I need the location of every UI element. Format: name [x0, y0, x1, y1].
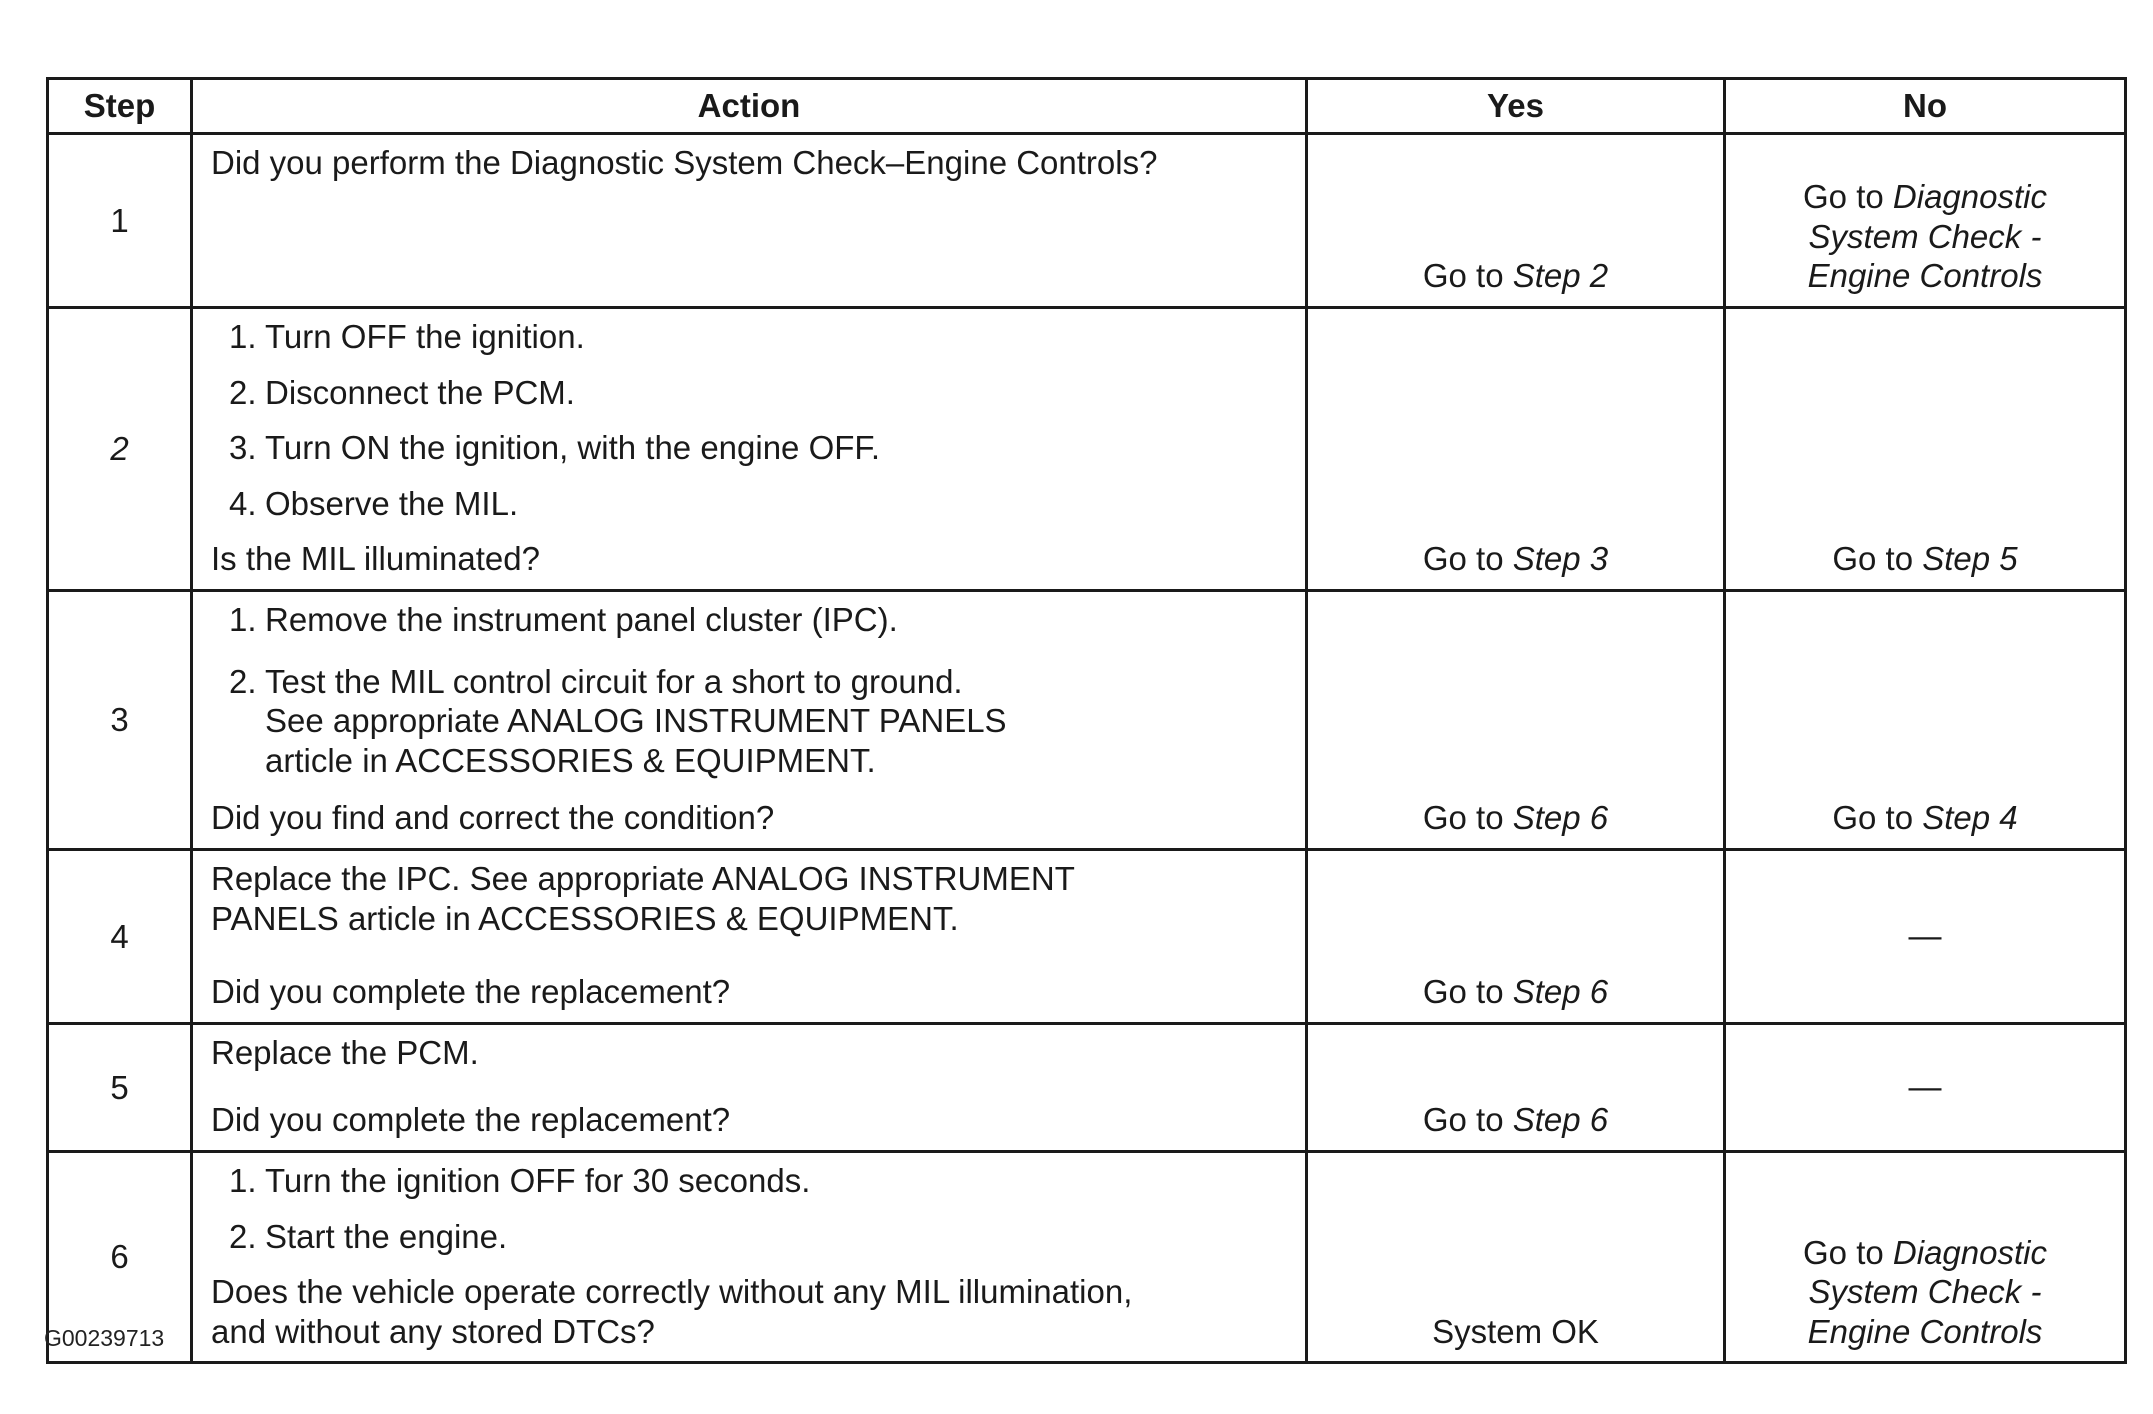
action-question: Did you find and correct the condition? [211, 799, 775, 837]
list-item [211, 1217, 1291, 1257]
item-text: Turn the ignition OFF for 30 seconds. [265, 1161, 811, 1199]
no-dash: — [1908, 916, 1942, 954]
no-prefix: Go to [1803, 1233, 1893, 1271]
action-text: Did you perform the Diagnostic System Check–Engine Controls? [211, 144, 1158, 181]
item-number: 3. [229, 429, 257, 467]
item-number: 2. [229, 662, 257, 700]
list-item [211, 317, 1291, 357]
no-dash: — [1908, 1067, 1942, 1105]
no-cell [1725, 590, 2126, 849]
action-question: Is the MIL illuminated? [211, 540, 540, 578]
step-number: 2 [48, 308, 192, 591]
no-step-ref: Step 5 [1922, 540, 2018, 578]
yes-cell [1307, 1023, 1725, 1151]
list-item [211, 428, 1291, 468]
item-text: Observe the MIL. [265, 484, 519, 522]
header-action: Action [192, 79, 1307, 134]
action-cell [192, 134, 1307, 308]
no-prefix: Go to [1832, 540, 1923, 578]
item-text: Disconnect the PCM. [265, 373, 575, 411]
yes-cell [1307, 590, 1725, 849]
table-row [48, 308, 2126, 591]
header-step: Step [48, 79, 192, 134]
action-text-line-2: PANELS article in ACCESSORIES & EQUIPMENT. [211, 899, 959, 937]
action-question: Did you complete the replacement? [211, 1101, 731, 1139]
item-number: 4. [229, 484, 257, 522]
yes-step-ref: Step 6 [1512, 1101, 1609, 1139]
list-item [211, 1161, 1291, 1201]
action-question-line-1: Does the vehicle operate correctly without any MIL illumination, [211, 1273, 1133, 1311]
item-text: Remove the instrument panel cluster (IPC). [265, 600, 898, 638]
action-cell [192, 308, 1307, 591]
yes-cell [1307, 1151, 1725, 1362]
no-cell [1725, 1151, 2126, 1362]
item-text: Start the engine. [265, 1217, 508, 1255]
action-text: Replace the PCM. [211, 1033, 479, 1071]
no-cell [1725, 849, 2126, 1023]
header-no: No [1725, 79, 2126, 134]
action-cell [192, 849, 1307, 1023]
yes-cell [1307, 849, 1725, 1023]
step-number: 1 [48, 134, 192, 308]
table-row [48, 849, 2126, 1023]
no-ref-line-2: System Check - [1808, 217, 2042, 255]
yes-cell [1307, 134, 1725, 308]
action-cell [192, 1023, 1307, 1151]
action-question-line-2: and without any stored DTCs? [211, 1312, 655, 1350]
table-row [48, 1023, 2126, 1151]
item-number: 2. [229, 1217, 257, 1255]
no-cell [1725, 1023, 2126, 1151]
no-ref-line-1: Diagnostic [1892, 1233, 2047, 1271]
yes-cell [1307, 308, 1725, 591]
no-step-ref: Step 4 [1922, 799, 2018, 837]
step-number: 6 [48, 1151, 192, 1362]
step-number: 3 [48, 590, 192, 849]
no-prefix: Go to [1832, 799, 1923, 837]
table-row [48, 134, 2126, 308]
no-cell [1725, 134, 2126, 308]
table-row [48, 1151, 2126, 1362]
list-item [211, 600, 1291, 640]
action-text-line-1: Replace the IPC. See appropriate ANALOG INSTRUMENT [211, 859, 1075, 897]
no-ref-line-3: Engine Controls [1807, 1312, 2043, 1350]
list-item [211, 662, 1291, 781]
yes-prefix: Go to [1422, 540, 1513, 578]
item-number: 2. [229, 373, 257, 411]
no-ref-line-1: Diagnostic [1892, 178, 2047, 216]
yes-step-ref: Step 6 [1512, 799, 1609, 837]
yes-result: System OK [1432, 1312, 1599, 1350]
action-steps [211, 317, 1291, 523]
item-number: 1. [229, 318, 257, 355]
header-row [48, 79, 2126, 134]
action-steps [211, 1161, 1291, 1256]
no-cell [1725, 308, 2126, 591]
no-prefix: Go to [1803, 178, 1893, 216]
item-text: Turn OFF the ignition. [265, 318, 585, 355]
item-main: Test the MIL control circuit for a short to ground. [265, 662, 963, 700]
step-number: 5 [48, 1023, 192, 1151]
yes-prefix: Go to [1422, 1101, 1513, 1139]
item-number: 1. [229, 1161, 257, 1199]
table-row [48, 590, 2126, 849]
item-number: 1. [229, 600, 257, 638]
figure-code: G00239713 [44, 1325, 165, 1351]
yes-prefix: Go to [1422, 257, 1513, 295]
yes-step-ref: Step 3 [1512, 540, 1609, 578]
action-steps [211, 600, 1291, 780]
no-ref-line-3: Engine Controls [1807, 257, 2043, 295]
action-cell [192, 1151, 1307, 1362]
item-text [265, 662, 1291, 781]
diagnostic-table [46, 77, 2127, 1364]
item-sub-line-1: See appropriate ANALOG INSTRUMENT PANELS [265, 702, 1007, 740]
yes-prefix: Go to [1422, 799, 1513, 837]
action-cell [192, 590, 1307, 849]
header-yes: Yes [1307, 79, 1725, 134]
no-ref-line-2: System Check - [1808, 1273, 2042, 1311]
yes-step-ref: Step 6 [1512, 973, 1609, 1011]
list-item [211, 373, 1291, 413]
yes-step-ref: Step 2 [1512, 257, 1609, 295]
item-sub-line-2: article in ACCESSORIES & EQUIPMENT. [265, 741, 876, 779]
step-number: 4 [48, 849, 192, 1023]
action-question: Did you complete the replacement? [211, 973, 731, 1011]
list-item [211, 484, 1291, 524]
yes-prefix: Go to [1422, 973, 1513, 1011]
item-text: Turn ON the ignition, with the engine OFF. [265, 429, 881, 467]
